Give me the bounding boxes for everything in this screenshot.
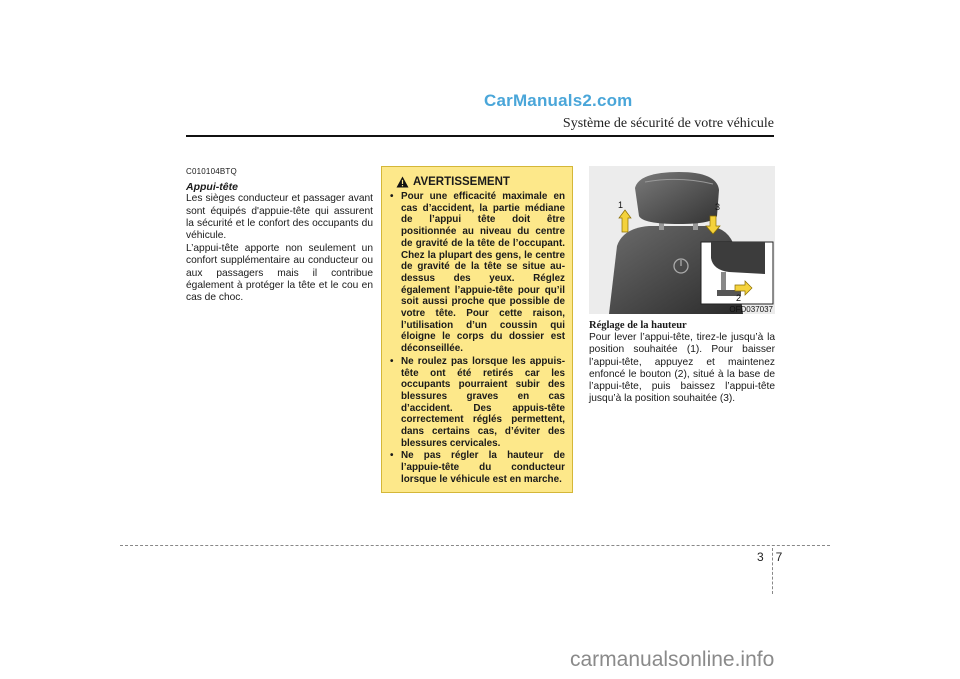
footer-rule xyxy=(120,545,830,546)
subheading: Appui-tête xyxy=(186,181,238,194)
callout-2: 2 xyxy=(736,293,742,303)
warning-box xyxy=(381,166,573,493)
right-heading: Réglage de la hauteur xyxy=(589,320,687,331)
headrest-illustration xyxy=(589,166,775,314)
callout-3: 3 xyxy=(715,202,721,212)
header-rule xyxy=(186,135,774,137)
section-title: Système de sécurité de votre véhicule xyxy=(562,116,774,131)
headrest-figure xyxy=(589,166,775,314)
warning-title: AVERTISSEMENT xyxy=(413,176,510,188)
warning-item: • Ne pas régler la hauteur de l’appuie-tête du conducteur lorsque le véhicule est en marche. xyxy=(390,450,565,485)
warning-triangle-icon xyxy=(396,176,409,188)
left-column xyxy=(186,166,373,305)
watermark-top: CarManuals2.com xyxy=(484,91,633,110)
warning-header xyxy=(396,176,572,188)
section-code: C010104BTQ xyxy=(186,167,237,176)
watermark-bottom: carmanualsonline.info xyxy=(570,648,775,671)
right-body: Pour lever l’appui-tête, tirez-le jusqu’à la position souhaitée (1). Pour baisser l’appui-tête, appuyez et maintenez enfoncé le bouton (2), situé à la base de l’appui-tête, puis baissez l’appui-tête jusqu’à la position souhaitée (3). xyxy=(589,332,775,405)
callout-1: 1 xyxy=(618,200,624,210)
warning-item: • Ne roulez pas lorsque les appuis-tête ont été retirés car les occupants pourraient subir des blessures graves en cas d’accident. Des appuis-tête correctement réglés permettent, dans certains cas, d’éviter des blessures cervicales. xyxy=(390,356,565,450)
paragraph-2: L’appui-tête apporte non seulement un confort supplémentaire au conducteur ou aux passagers mais il contribue également à protéger la tête et le cou en cas de choc. xyxy=(186,243,373,304)
paragraph-1: Les sièges conducteur et passager avant sont équipés d'appuie-tête qui assurent la sécurité et le confort des occupants du véhicule. xyxy=(186,193,373,242)
page-number: 37 xyxy=(757,550,795,564)
warning-item: • Pour une efficacité maximale en cas d’accident, la partie médiane de l’appui tête doit être positionnée au niveau du centre de gravité de la tête de l’occupant. Chez la plupart des gens, le centre de gravité de la tête se situe au-dessus des yeux. Réglez également l’appuie-tête pour qu’il soit aussi proche que possible de votre tête. Pour cette raison, l’utilisation d’un coussin qui éloigne le corps du dossier est déconseillée. xyxy=(390,191,565,355)
right-column xyxy=(589,320,775,405)
figure-code: OFD037037 xyxy=(729,305,773,314)
warning-list xyxy=(382,191,572,486)
